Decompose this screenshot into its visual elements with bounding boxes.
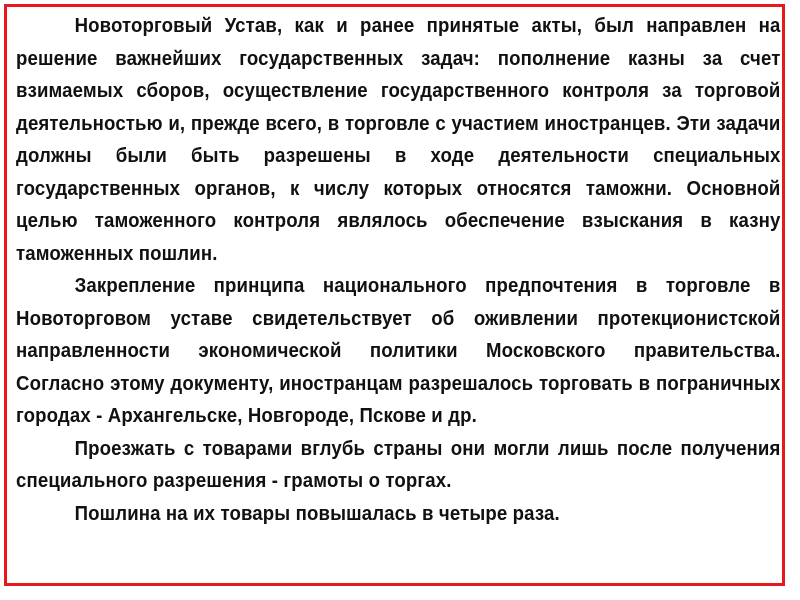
paragraph-2: Закрепление принципа национального предпочтения в торговле в Новоторговом уставе свидетельствует об оживлении протекционистской направленности экономической политики Московского правительства. Согласно этому документу, иностранцам разрешалось торговать в пограничных городах - Архангельске, Новгороде, Пскове и др. [16,275,781,427]
document-body [16,10,780,530]
paragraph-3: Проезжать с товарами вглубь страны они могли лишь после получения специального разрешения - грамоты о торгах. [16,437,781,492]
paragraph-4: Пошлина на их товары повышалась в четыре раза. [74,502,560,525]
paragraph-1: Новоторговый Устав, как и ранее принятые акты, был направлен на решение важнейших государственных задач: пополнение казны за счет взимаемых сборов, осуществление государственного контроля за торговой деятельностью и, прежде всего, в торговле с участием иностранцев. Эти задачи должны были быть разрешены в ходе деятельности специальных государственных органов, к числу которых относятся таможни. Основной целью таможенного контроля являлось обеспечение взыскания в казну таможенных пошлин. [16,15,781,265]
